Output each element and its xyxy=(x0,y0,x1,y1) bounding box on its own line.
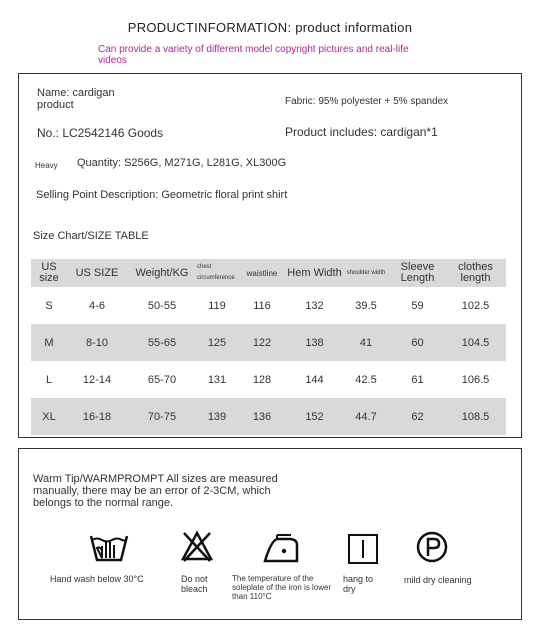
table-cell: 55-65 xyxy=(147,336,177,349)
table-cell: 61 xyxy=(411,373,424,386)
care-label-dry-clean: mild dry cleaning xyxy=(404,575,472,585)
product-includes: Product includes: cardigan*1 xyxy=(285,125,438,139)
table-cell: 132 xyxy=(305,299,324,312)
table-cell: 152 xyxy=(305,410,324,423)
do-not-bleach-icon xyxy=(180,529,214,563)
col-header: Sleeve Length xyxy=(400,261,435,284)
table-cell: 16-18 xyxy=(82,410,112,423)
table-row xyxy=(31,361,506,398)
quantity-info: Quantity: S256G, M271G, L281G, XL300G xyxy=(77,157,287,169)
care-label-hand-wash: Hand wash below 30°C xyxy=(50,574,144,584)
table-cell: 102.5 xyxy=(461,299,490,312)
col-header: US size xyxy=(39,261,59,284)
table-cell: 50-55 xyxy=(147,299,177,312)
table-cell: 42.5 xyxy=(355,373,377,386)
hang-dry-icon xyxy=(347,533,379,565)
col-header: clothes length xyxy=(458,261,493,284)
table-cell: L xyxy=(45,373,53,386)
table-row xyxy=(31,324,506,361)
table-cell: 125 xyxy=(207,336,227,349)
table-cell: 139 xyxy=(207,410,227,423)
care-label-hang-dry: hang to dry xyxy=(343,574,374,594)
table-cell: 104.5 xyxy=(461,336,490,349)
product-number: No.: LC2542146 Goods xyxy=(37,126,164,140)
table-cell: 144 xyxy=(305,373,324,386)
heavy-label: Heavy xyxy=(35,161,58,170)
fabric-info: Fabric: 95% polyester + 5% spandex xyxy=(285,96,449,107)
table-cell: 62 xyxy=(411,410,424,423)
table-row xyxy=(31,287,506,324)
table-cell: 41 xyxy=(359,336,373,349)
selling-point: Selling Point Description: Geometric floral print shirt xyxy=(36,189,288,201)
subtitle-note: Can provide a variety of different model copyright pictures and real-life videos xyxy=(98,44,409,66)
table-cell: XL xyxy=(42,410,56,423)
table-cell: 136 xyxy=(252,410,272,423)
page-title: PRODUCTINFORMATION: product information xyxy=(127,20,413,35)
table-cell: 108.5 xyxy=(461,410,490,423)
table-cell: 60 xyxy=(411,336,424,349)
col-header: US SIZE xyxy=(75,266,119,279)
col-header: shoulder width xyxy=(346,269,386,276)
table-row xyxy=(31,398,506,435)
warm-tip: Warm Tip/WARMPROMPT All sizes are measured manually, there may be an error of 2-3CM, which belongs to the normal range. xyxy=(33,473,278,509)
table-cell: 106.5 xyxy=(461,373,490,386)
table-cell: 8-10 xyxy=(85,336,109,349)
table-cell: 70-75 xyxy=(147,410,177,423)
table-cell: 4-6 xyxy=(89,299,105,312)
table-cell: 131 xyxy=(207,373,227,386)
table-cell: 138 xyxy=(305,336,324,349)
table-cell: S xyxy=(45,299,53,312)
iron-low-temp-icon xyxy=(263,533,299,565)
table-cell: 59 xyxy=(411,299,424,312)
table-cell: M xyxy=(44,336,54,349)
size-chart-label: Size Chart/SIZE TABLE xyxy=(33,230,149,242)
col-header: waistline xyxy=(246,268,278,278)
care-label-iron: The temperature of the soleplate of the iron is lower than 110°C xyxy=(232,574,332,601)
hand-wash-icon xyxy=(88,528,130,566)
product-name: Name: cardigan product xyxy=(37,87,115,111)
table-cell: 65-70 xyxy=(147,373,177,386)
table-cell: 39.5 xyxy=(355,299,377,312)
col-header: chest circumference xyxy=(197,264,235,281)
table-cell: 44.7 xyxy=(355,410,377,423)
table-cell: 119 xyxy=(208,299,226,312)
col-header: Hem Width xyxy=(287,266,342,279)
care-label-no-bleach: Do not bleach xyxy=(181,574,208,594)
table-cell: 128 xyxy=(252,373,272,386)
col-header: Weight/KG xyxy=(135,266,189,279)
table-header-row xyxy=(31,259,506,287)
table-cell: 116 xyxy=(253,299,271,312)
dry-clean-icon xyxy=(415,530,449,564)
table-cell: 12-14 xyxy=(82,373,112,386)
size-table xyxy=(31,259,506,435)
table-cell: 122 xyxy=(252,336,272,349)
